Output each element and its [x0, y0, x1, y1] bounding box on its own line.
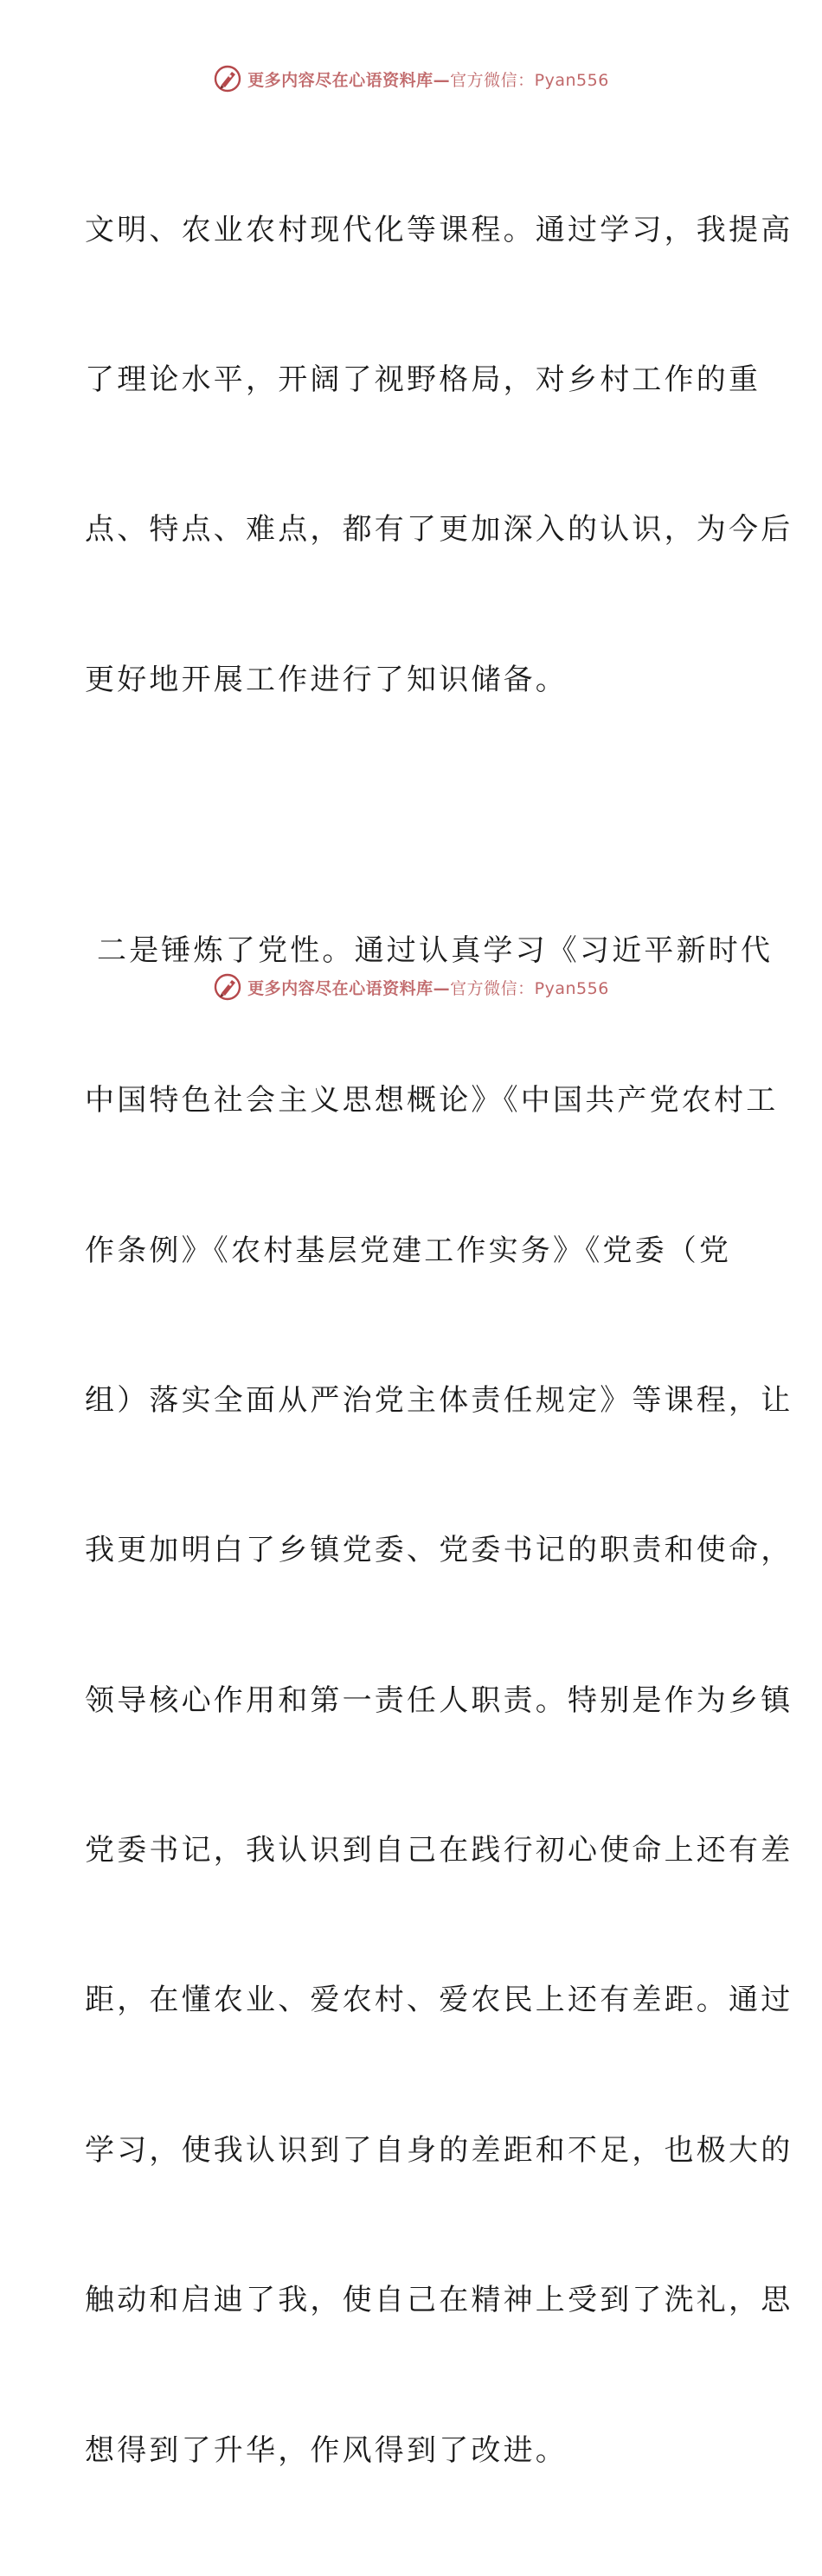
- text-line: 二是锤炼了党性。通过认真学习《习近平新时代: [85, 932, 774, 968]
- text-line: 作条例》《农村基层党建工作实务》《党委（党: [85, 1233, 732, 1268]
- pen-logo-icon: [213, 972, 242, 1002]
- text-line: 点、特点、难点，都有了更加深入的认识，为今后: [85, 512, 793, 548]
- header-separator: —: [433, 70, 451, 90]
- text-line: 组）落实全面从严治党主体责任规定》等课程，让: [85, 1382, 793, 1418]
- footer-site-name: 更多内容尽在心语资料库: [247, 978, 433, 998]
- text-line: 我更加明白了乡镇党委、党委书记的职责和使命，: [85, 1533, 793, 1568]
- text-line: 中国特色社会主义思想概论》《中国共产党农村工: [85, 1083, 779, 1118]
- text-line: 更好地开展工作进行了知识储备。: [85, 662, 568, 697]
- document-body: [85, 106, 793, 2576]
- text-line: 文明、农业农村现代化等课程。通过学习，我提高: [85, 212, 793, 247]
- header-site-name: 更多内容尽在心语资料库: [247, 70, 433, 90]
- paragraph-2: [85, 826, 793, 2576]
- page-header-banner: [0, 62, 822, 95]
- text-line: 触动和启迪了我，使自己在精神上受到了洗礼，思: [85, 2283, 793, 2318]
- text-line: 想得到了升华，作风得到了改进。: [85, 2432, 568, 2468]
- text-line: 距，在懂农业、爱农村、爱农民上还有差距。通过: [85, 1983, 793, 2018]
- footer-banner-text: [247, 976, 609, 999]
- footer-wechat-id: 官方微信：Pyan556: [450, 978, 609, 998]
- text-line: 领导核心作用和第一责任人职责。特别是作为乡镇: [85, 1682, 793, 1718]
- page-footer-banner: [0, 971, 822, 1003]
- text-line: 学习，使我认识到了自身的差距和不足，也极大的: [85, 2132, 793, 2168]
- text-line: 党委书记，我认识到自己在践行初心使命上还有差: [85, 1833, 793, 1868]
- header-wechat-id: 官方微信：Pyan556: [450, 70, 609, 90]
- pen-logo-icon: [213, 64, 242, 93]
- footer-separator: —: [433, 978, 451, 998]
- header-banner-text: [247, 67, 609, 91]
- paragraph-1: [85, 106, 793, 805]
- text-line: 了理论水平，开阔了视野格局，对乡村工作的重: [85, 362, 761, 397]
